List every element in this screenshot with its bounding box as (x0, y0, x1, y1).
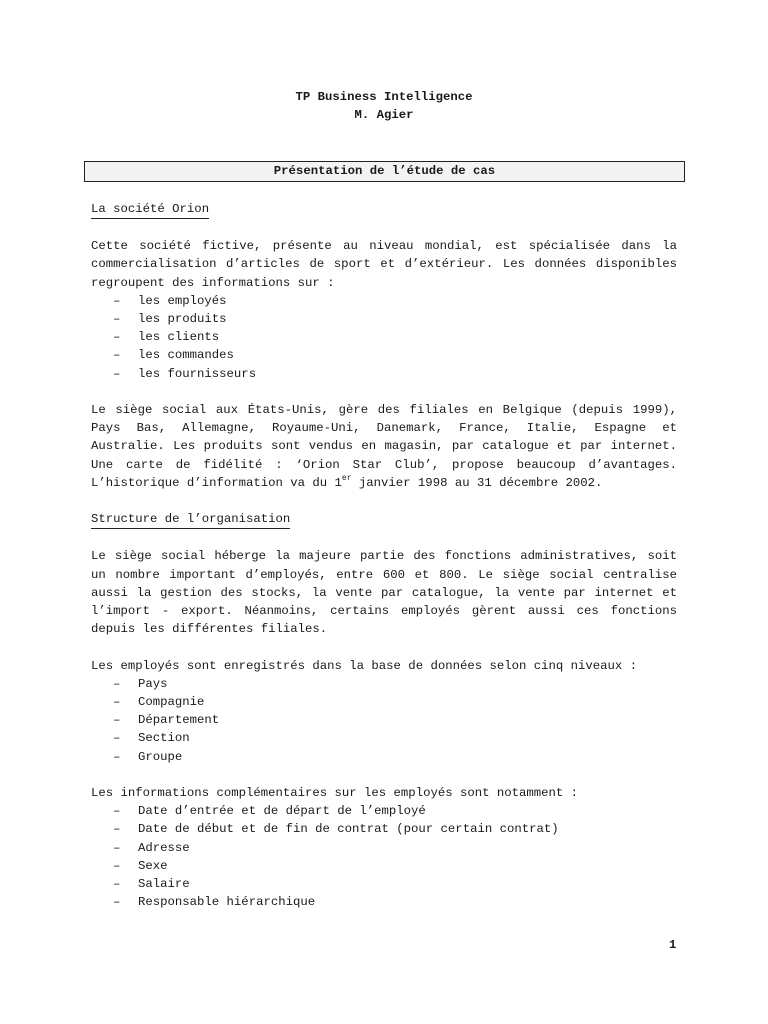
list-item: – les commandes (113, 348, 234, 363)
list-item: – les employés (113, 293, 227, 308)
list-item: – Date de début et de fin de contrat (pour certain contrat) (113, 822, 559, 837)
headquarters-paragraph: Le siège social aux États-Unis, gère des filiales en Belgique (depuis 1999), Pays Bas, Allemagne, Royaume-Uni, Danemark, France, Italie, Espagne et Australie. Les produits sont vendus en magasin, par catalogue et par internet. Une carte de fidélité : ‘Orion Star Club’, propose beaucoup d’avantages. L’historique d’information va du 1er janvier 1998 au 31 décembre 2002. (91, 403, 677, 490)
section-banner: Présentation de l’étude de cas (84, 161, 685, 182)
list-item: – Pays (113, 676, 168, 691)
section-heading-structure: Structure de l’organisation (91, 511, 290, 529)
list-item: – Groupe (113, 749, 183, 764)
employee-info-intro: Les informations complémentaires sur les employés sont notamment : (91, 786, 579, 800)
document-title: TP Business Intelligence (295, 90, 473, 104)
employee-levels-list (91, 675, 677, 766)
document-author: M. Agier (354, 108, 414, 122)
document-header (0, 88, 768, 124)
section-heading-orion: La société Orion (91, 201, 209, 219)
levels-intro: Les employés sont enregistrés dans la base de données selon cinq niveaux : (91, 658, 638, 673)
page-number: 1 (669, 938, 677, 952)
list-item: – Département (113, 713, 220, 728)
orion-intro-paragraph: Cette société fictive, présente au niveau mondial, est spécialisée dans la commercialisation d’articles de sport et d’extérieur. Les données disponibles regroupent des informations sur : (91, 239, 677, 290)
list-item: – Compagnie (113, 695, 205, 709)
list-item: – Adresse (113, 840, 190, 855)
list-item: – les produits (113, 312, 227, 326)
list-item: – Responsable hiérarchique (113, 895, 316, 910)
list-item: – les fournisseurs (113, 366, 257, 381)
document-body (91, 200, 677, 911)
structure-paragraph: Le siège social héberge la majeure partie des fonctions administratives, soit un nombre important d’employés, entre 600 et 800. Le siège social centralise aussi la gestion des stocks, la vente par catalogue, la vente par internet et l’import - export. Néanmoins, certains employés gèrent aussi ces fonctions depuis les différentes filiales. (91, 549, 677, 637)
data-categories-list (91, 292, 677, 383)
employee-info-list (91, 802, 677, 911)
list-item: – Section (113, 731, 190, 746)
list-item: – les clients (113, 330, 220, 345)
list-item: – Salaire (113, 877, 190, 892)
list-item: – Sexe (113, 858, 168, 873)
list-item: – Date d’entrée et de départ de l’employé (113, 804, 426, 819)
